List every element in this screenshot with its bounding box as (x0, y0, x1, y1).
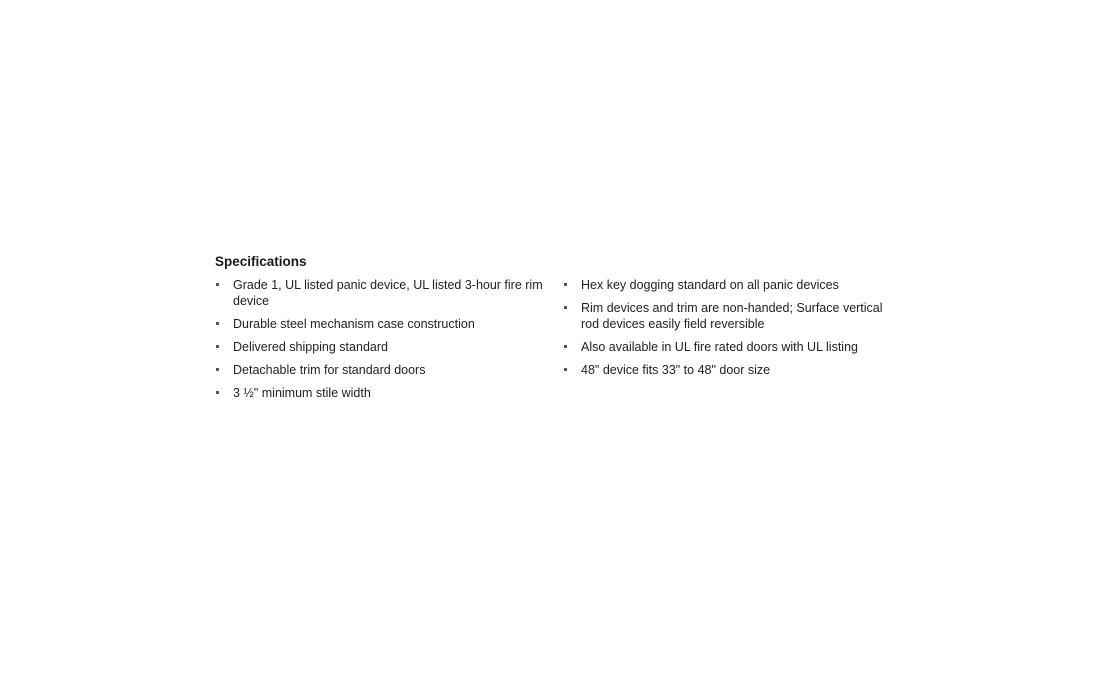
spec-list-left (215, 277, 555, 408)
spec-item: Also available in UL fire rated doors with UL listing (563, 339, 883, 355)
spec-item: Durable steel mechanism case construction (215, 316, 555, 332)
spec-item: Grade 1, UL listed panic device, UL listed 3-hour fire rim device (215, 277, 555, 309)
spec-item: Rim devices and trim are non-handed; Surface vertical rod devices easily field reversible (563, 300, 883, 332)
spec-columns (215, 277, 915, 408)
spec-item: 48" device fits 33" to 48" door size (563, 362, 883, 378)
spec-item: 3 ½" minimum stile width (215, 385, 555, 401)
section-title: Specifications (215, 254, 307, 269)
spec-item: Hex key dogging standard on all panic devices (563, 277, 883, 293)
spec-list-right (563, 277, 883, 408)
spec-item: Detachable trim for standard doors (215, 362, 555, 378)
spec-item: Delivered shipping standard (215, 339, 555, 355)
specifications-section (215, 253, 915, 408)
